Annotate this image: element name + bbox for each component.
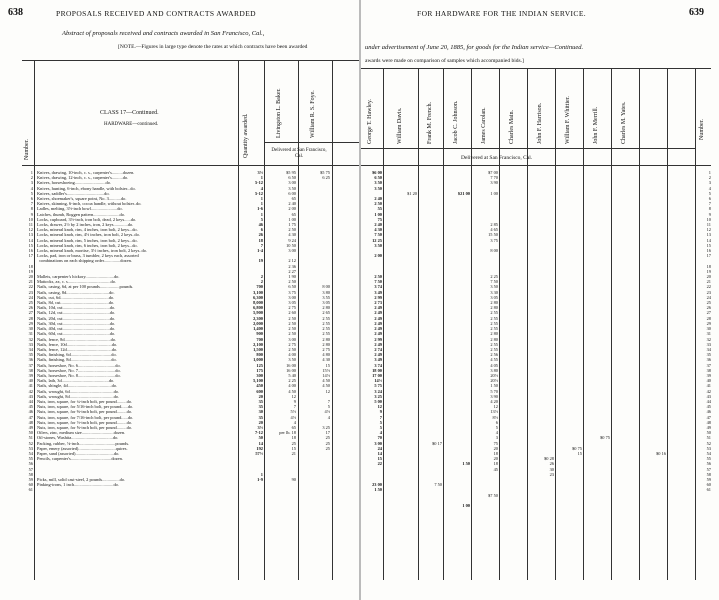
class-title: CLASS 17—Continued. xyxy=(100,110,159,116)
col-rule xyxy=(471,68,472,580)
bids-french: $0 17 7 50 xyxy=(432,440,442,488)
col-rule xyxy=(418,68,419,580)
col-rule xyxy=(499,68,500,580)
col-rule xyxy=(332,60,333,580)
bids-whittier: $0 75 15 xyxy=(572,445,582,456)
col-rule xyxy=(443,68,444,580)
col-rule xyxy=(527,68,528,580)
bidder-header-yates: Charles M. Yates. xyxy=(621,101,627,144)
col-rule xyxy=(34,60,35,580)
right-abstract-line: under advertisement of June 20, 1885, for goods for the Indian service—Continued. xyxy=(365,44,584,51)
bidder-header-main: Charles Main. xyxy=(509,110,515,144)
bids-hawley: $6 00 6 50 3 50 3 50 2 40 2 50 55 1 00 75 2 40 4 30 7 50 12 25 3 50 2 00 2 50 7 50 3 74 3 49 2 99 2 73 2 49 2 49 2 49 2 49 2 49 2 49 2 99 2 49 2 74 2 49 3 49 3 74 18 00 17 00 14½ 5 75 3 24 3 25 5 00 12 9 7 5 5 4 70 3 00 24 14 15 22 23 00 1 50 xyxy=(372,170,382,493)
right-note-line: awards were made on comparison of samples which accompanied bids.] xyxy=(365,58,524,64)
left-abstract-line: Abstract of proposals received and contracts awarded in San Francisco, Cal., xyxy=(62,30,265,37)
col-rule xyxy=(555,68,556,580)
row-numbers: 1 2 3 4 5 6 7 8 9 10 11 12 13 14 15 16 17 18 19 20 21 22 23 24 25 26 27 28 29 30 31 32 33 34 35 36 37 38 39 40 41 42 43 44 45 46 47 48 49 50 51 52 53 54 55 56 57 58 59 60 61 xyxy=(28,170,33,493)
left-running-header: PROPOSALS RECEIVED AND CONTRACTS AWARDED xyxy=(56,9,257,18)
right-row-numbers: 1 2 3 4 5 6 7 8 9 10 11 12 13 14 15 16 17 18 19 20 21 22 23 24 25 26 27 28 29 30 31 32 33 34 35 36 37 38 39 40 41 42 43 44 45 46 47 48 49 50 51 52 53 54 55 56 57 58 59 60 61 xyxy=(706,170,711,493)
delivered-rule xyxy=(264,142,359,143)
right-page xyxy=(361,0,719,600)
col-quantity-header: Quantity awarded. xyxy=(243,113,249,158)
bids-carolan: $7 00 7 70 3 90 1 00 2 85 4 65 15 50 3 75 8 00 2 25 7 50 3 50 3 30 3 05 2 80 2 80 2 55 2 55 2 55 2 55 2 80 2 80 2 55 2 55 2 56 4 55 4 05 3 80 20½ 20½ 1 50 5 70 3 90 4 20 12 13½ 8½ 6 5 4 3 75 20 18 20 18 45 $7 50 xyxy=(488,170,498,498)
bidder-header-merrill: John F. Merrill. xyxy=(593,106,599,144)
col-rule xyxy=(383,68,384,580)
left-page-number: 638 xyxy=(8,7,23,18)
col-bidder-baker-header: Livingston L. Baker. xyxy=(276,88,282,138)
right-delivered-caption: Delivered at San Francisco, Cal. xyxy=(461,155,533,161)
bids-harrison: $0 28 26 30 23 xyxy=(544,456,554,477)
col-number-header: Number. xyxy=(24,139,30,160)
bids-main xyxy=(501,170,526,482)
right-col-number-header: Number. xyxy=(699,119,705,140)
delivered-caption: Delivered at San Francisco, Cal. xyxy=(271,148,327,159)
item-descriptions: Knives, drawing, 10-inch, c. s., carpenter's..........dozen. Knives, drawing, 12-inch, c. s., carpenter's..........do. Knives, horseshoeing............................do. Knives, hunting, 6-inch, ebony handle, with bolster...do. Knives, saddler's..................................do. Knives, shoemaker's, square point, No. 3...........do. Knives, skinning, 6-inch, cocoa handle, without bolster..do. Ladles, melting, 3½-inch bowl........................do. Latches, thumb, Roggen pattern........................do. Locks, cupboard, 3½-inch, iron bolt, dead, 2 keys......do. Locks, drawer, 2½ by 2 inches, iron, 2 keys.............do. Locks, mineral knob, rim, 4 inches, iron bolt, 2 keys...do. Locks, mineral knob, rim, 4½ inches, iron bolt, 2 keys..do. Locks, mineral knob, rim, 5 inches, iron bolt, 2 keys...do. Locks, mineral knob, rim, 6 inches, iron bolt, 2 keys...do. Locks, mineral knob, mortise, 3½ inches, iron bolt, 2 keys..do. Locks, pad, iron or brass, 3 tumbler, 2 keys each, assorted combinations on each shipping order...............dozen. Mallets, carpenter's hickory..........................do. Mattocks, ax, c. s.......................................do. Nails, casing, 6d, at per 100 pounds..................pounds. Nails, casing, 8d.......................................do. Nails, cut, 6d............................................do. Nails, 8d, cut............................................do. Nails, 10d, cut...........................................do. Nails, 12d, cut...........................................do. Nails, 20d, cut...........................................do. Nails, 30d, cut...........................................do. Nails, 40d, cut...........................................do. Nails, 60d, cut...........................................do. Nails, fence, 8d..........................................do. Nails, fence, 10d.........................................do. Nails, fence, 12d.........................................do. Nails, finishing, 6d.....................................do. Nails, finishing, 8d.....................................do. Nails, horseshoe, No. 6..................................do. Nails, horseshoe, No. 7..................................do. Nails, horseshoe, No. 8..................................do. Nails, lath, 3d...........................................do. Nails, shingle, 4d........................................do. Nails, wrought, 6d........................................do. Nails, wrought, 8d........................................do. Nuts, iron, square, for ¼-inch bolt, per pound.........do. Nuts, iron, square, for 5/16-inch bolt, per pound......do. Nuts, iron, square, for ⅜-inch bolt, per pound.........do. Nuts, iron, square, for 7/16-inch bolt, per pound......do. Nuts, iron, square, for ½-inch bolt, per pound.........do. Nuts, iron, square, for ⅝-inch bolt, per pound.........do. Oilers, zinc, medium size.............................dozen. Oil-stones, Washita......................................do. Packing, rubber, ⅛-inch.................................pounds. Paper, emery (assorted)..................................quires. Paper, sand (assorted)...................................do. Pencils, carpenter's.....................................dozen. Picks, mill, solid cast-steel, 2 pounds................do. Pinking-irons, 1 inch....................................do. xyxy=(37,170,147,488)
table-top-rule xyxy=(361,68,711,69)
col-rule xyxy=(639,68,640,580)
bids-foye: $5 75 6 25 8 00 3 80 3 55 3 05 2 80 2 65 2 55 2 55 2 55 2 55 2 80 2 80 2 75 4 80 4 30 15 15½ 14½ 4 50 4 50 12 7 5 4½ 4 3 25 17 25 25 25 xyxy=(320,170,330,451)
col-rule xyxy=(611,68,612,580)
bidder-header-davis: William Davis. xyxy=(397,107,403,144)
bids-yates: $0 16 xyxy=(656,450,666,456)
right-running-header: FOR HARDWARE FOR THE INDIAN SERVICE. xyxy=(417,9,587,18)
right-page-number: 639 xyxy=(689,7,704,18)
class-subtitle: HARDWARE—continued. xyxy=(104,122,159,127)
left-page xyxy=(0,0,359,600)
left-note-line: [NOTE.—Figures in large type denote the rates at which contracts have been awarded xyxy=(118,44,308,50)
bids-merrill: $0 75 xyxy=(600,435,610,441)
bids-davis: $1 20 xyxy=(407,190,417,196)
bidder-header-carolan: James Carolan. xyxy=(481,107,487,144)
col-rule xyxy=(264,60,265,580)
col-rule xyxy=(667,68,668,580)
quantities: 3½ 1 5-12 4 5-12 1 1 1-6 1 5 46 6 26 18 7 1-4 19 2 2 700 3,100 6,300 8,000 6,800 5,900 2,300 2,000 1,400 900 700 2,100 1,500 800 1,000 125 175 300 5,100 450 600 20 35 35 30 35 20 3½ 7-12 50 14 192 57½ 1 1-9 xyxy=(253,170,263,482)
delivered-rule xyxy=(361,148,695,149)
header-bottom-rule xyxy=(22,165,359,166)
col-rule xyxy=(238,60,239,580)
bidder-header-johnson: Jacob C. Johnson. xyxy=(453,100,459,144)
col-rule xyxy=(298,60,299,580)
bidder-header-french: Frank M. French. xyxy=(427,102,433,144)
col-rule xyxy=(583,68,584,580)
header-bottom-rule xyxy=(361,165,711,166)
bidder-header-hawley: George T. Hawley. xyxy=(367,99,373,144)
bidder-header-whittier: William F. Whittier. xyxy=(565,96,571,144)
col-rule xyxy=(695,68,696,580)
bidder-header-harrison: John F. Harrison. xyxy=(537,102,543,144)
col-bidder-foye-header: William R. S. Foye. xyxy=(310,90,316,138)
bids-johnson: $21 00 1 50 1 00 xyxy=(457,190,470,508)
table-top-rule xyxy=(22,60,359,61)
bids-baker: $5 95 6 50 3 00 3 50 6 00 65 2 40 2 00 65 1 00 1 75 2 50 4 30 9 24 10 50 3 00 2 12 2 36 2 27 1 90 2 50 6 50 3 75 3 00 3 05 2 75 2 60 2 50 2 50 2 50 2 50 3 00 2 75 2 50 4 00 3 50 16 00 16 00 5 40 2 25 4 00 4 50 12 9 7 5½ 4½ 4 65 per lb. 18 18 25 15 21 90 xyxy=(279,170,296,482)
